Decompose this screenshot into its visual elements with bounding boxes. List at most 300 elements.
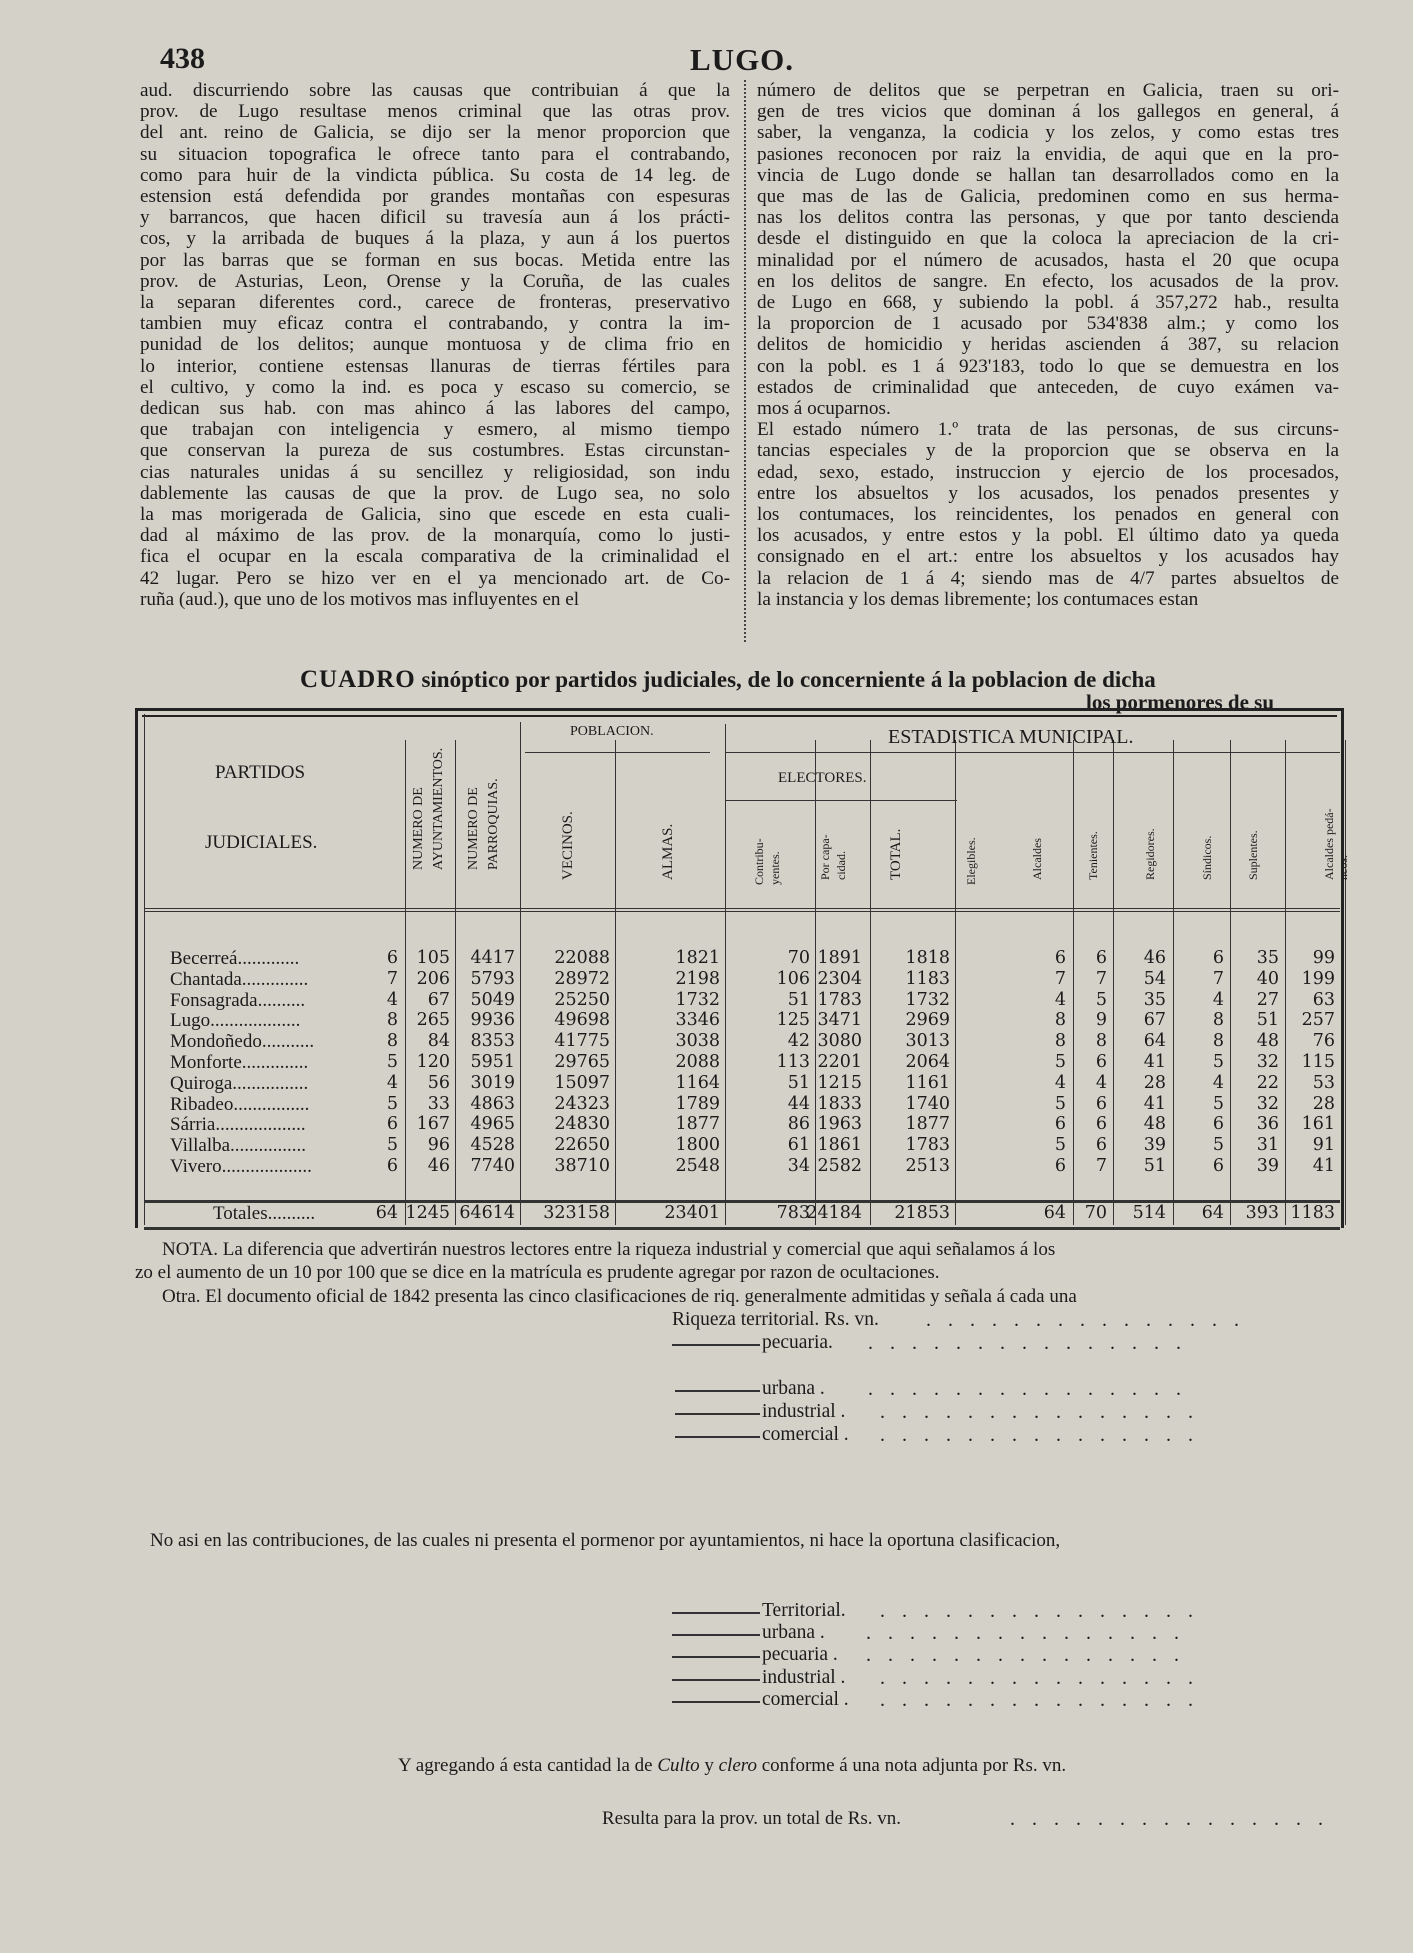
resulta-line: Resulta para la prov. un total de Rs. vn.	[602, 1808, 902, 1829]
table-title-line2: los pormenores de su	[1086, 690, 1275, 714]
row-cell: 9	[1095, 1010, 1107, 1031]
row-cell: 8353	[470, 1031, 515, 1052]
header-alcaldes: Alcaldes	[1030, 838, 1044, 880]
left-column-line: la mas morigerada de Galicia, sino que escede en esta cuali-	[140, 504, 730, 526]
row-cell: 28	[1312, 1093, 1335, 1114]
row-cell: 3080	[817, 1031, 862, 1052]
row-cell: 6	[1095, 1114, 1107, 1135]
row-cell: 6	[1054, 1114, 1066, 1135]
row-cell: 2198	[675, 968, 720, 989]
right-column-line: con la pobl. es 1 á 923'183, todo lo que se demuestra en los	[757, 355, 1339, 377]
row-cell: 4	[1212, 1072, 1224, 1093]
riqueza-label: Riqueza territorial. Rs. vn.	[672, 1309, 879, 1330]
row-cell: 4	[386, 989, 398, 1010]
row-cell: 39	[1256, 1156, 1279, 1176]
row-cell: 24323	[554, 1093, 610, 1114]
row-cell: 1800	[675, 1135, 720, 1156]
row-cell: 6	[386, 948, 398, 968]
row-name: Chantada..............	[170, 968, 309, 990]
row-cell: 33	[427, 1093, 450, 1114]
right-column-line: estados de criminalidad que anteceden, de cuyo exámen va-	[757, 376, 1339, 398]
row-cell: 3471	[817, 1010, 862, 1031]
comercial-dots: . . . . . . . . . . . . . . .	[880, 1424, 1199, 1446]
table-title-bold: CUADRO	[300, 666, 416, 693]
nota-line-2: zo el aumento de un 10 por 100 que se dice en la matrícula es prudente agregar por razon de ocultaciones.	[135, 1262, 940, 1283]
column-rule	[1345, 740, 1346, 1225]
row-name: Ribadeo................	[170, 1093, 310, 1115]
urbana2-label: urbana .	[762, 1622, 825, 1643]
row-cell: 41	[1312, 1156, 1335, 1176]
totals-cell: 24184	[806, 1203, 862, 1223]
row-name: Villalba................	[170, 1135, 307, 1157]
right-column-line: mos á ocuparnos.	[757, 398, 891, 420]
row-cell: 5	[1212, 1093, 1224, 1114]
row-cell: 257	[1301, 1010, 1335, 1031]
right-column-line: entre los absueltos y los acusados, los penados presentes y	[757, 482, 1339, 504]
totals-cell: 23401	[664, 1203, 720, 1223]
row-cell: 96	[427, 1135, 450, 1156]
row-cell: 8	[386, 1031, 398, 1052]
row-cell: 8	[1212, 1031, 1224, 1052]
row-cell: 5	[1054, 1135, 1066, 1156]
left-column-line: aud. discurriendo sobre las causas que contribuian á que la	[140, 80, 730, 101]
row-cell: 8	[1054, 1031, 1066, 1052]
right-column-line: de Lugo en 668, y subiendo la pobl. á 357,272 hab., resulta	[757, 292, 1339, 314]
header-contribuyentes: Contribu-	[752, 838, 766, 885]
agregando-text-b: conforme á una nota adjunta por Rs. vn.	[756, 1755, 1067, 1776]
header-estadistica: ESTADISTICA MUNICIPAL.	[888, 726, 1134, 748]
row-cell: 2304	[817, 968, 862, 989]
row-cell: 84	[427, 1031, 450, 1052]
left-column-line: punidad de los delitos; aunque montuosa y de clima frio en	[140, 334, 730, 356]
row-name: Becerreá.............	[170, 948, 300, 969]
left-column-line: como para huir de la vindicta pública. Su costa de 14 leg. de	[140, 164, 730, 186]
row-cell: 1783	[905, 1135, 950, 1156]
bracket-line	[672, 1612, 760, 1614]
totals-cell: 323158	[543, 1203, 610, 1223]
left-column-line: fica el ocupar en la escala comparativa de la criminalidad el	[140, 546, 730, 568]
row-cell: 3038	[675, 1031, 720, 1052]
row-name: Vivero...................	[170, 1156, 312, 1177]
row-cell: 25250	[554, 989, 610, 1010]
totals-cell: 21853	[894, 1203, 950, 1223]
row-cell: 44	[787, 1093, 810, 1114]
row-cell: 1833	[817, 1093, 862, 1114]
row-cell: 6	[1054, 1156, 1066, 1176]
row-cell: 6	[1212, 948, 1224, 968]
row-name: Sárria...................	[170, 1114, 306, 1136]
row-cell: 4863	[470, 1093, 515, 1114]
row-cell: 2548	[675, 1156, 720, 1176]
header-parroquias: NUMERO DE	[466, 787, 481, 870]
territorial2-label: Territorial.	[762, 1600, 846, 1621]
row-cell: 51	[787, 989, 810, 1010]
row-name: Lugo...................	[170, 1010, 301, 1032]
right-column-line: saber, la venganza, la codicia y los zelos, y como estas tres	[757, 122, 1339, 144]
right-column-line: gen de tres vicios que dominan á los gallegos en general, á	[757, 101, 1339, 123]
row-cell: 4965	[470, 1114, 515, 1135]
row-cell: 42	[787, 1031, 810, 1052]
totals-cell: 1245	[405, 1203, 450, 1223]
right-column-line: la instancia y los demas libremente; los contumaces estan	[757, 588, 1199, 610]
row-cell: 29765	[554, 1052, 610, 1072]
row-name: Monforte..............	[170, 1052, 309, 1073]
row-cell: 1183	[905, 968, 950, 989]
right-column-line: minalidad por el número de acusados, hasta el 20 que ocupa	[757, 249, 1339, 271]
totals-cell: 64	[1043, 1203, 1066, 1223]
row-cell: 3019	[470, 1072, 515, 1093]
totals-cell: 70	[1084, 1203, 1107, 1223]
right-column-line: número de delitos que se perpetran en Galicia, traen su ori-	[757, 80, 1339, 101]
header-regidores: Regidores.	[1143, 828, 1157, 880]
row-cell: 6	[386, 1156, 398, 1176]
row-cell: 56	[427, 1072, 450, 1093]
header-ayuntamientos: NUMERO DE	[411, 787, 426, 870]
header-elegibles: Elegibles.	[964, 837, 978, 885]
row-cell: 5	[1095, 989, 1107, 1010]
row-cell: 1740	[905, 1093, 950, 1114]
totals-cell: 64	[375, 1203, 398, 1223]
row-cell: 115	[1301, 1052, 1335, 1072]
row-cell: 4	[386, 1072, 398, 1093]
row-cell: 51	[1256, 1010, 1279, 1031]
page-number: 438	[160, 42, 205, 75]
right-column-line: tancias especiales y de la proporcion que se observa en la	[757, 440, 1339, 462]
row-cell: 2969	[905, 1010, 950, 1031]
urbana-dots: . . . . . . . . . . . . . . .	[868, 1378, 1187, 1400]
row-cell: 54	[1143, 968, 1166, 989]
row-cell: 1861	[817, 1135, 862, 1156]
header-pedaneos: Alcaldes pedá-	[1322, 808, 1336, 880]
left-column-line: lo interior, contiene estensas llanuras de tierras fértiles para	[140, 355, 730, 377]
right-column-line: en los delitos de sangre. En efecto, los acusados de la prov.	[757, 270, 1339, 292]
row-cell: 161	[1301, 1114, 1335, 1135]
column-divider	[744, 80, 748, 642]
industrial2-dots: . . . . . . . . . . . . . . .	[880, 1667, 1199, 1689]
row-cell: 91	[1312, 1135, 1335, 1156]
column-rule	[1073, 740, 1074, 1225]
row-cell: 113	[776, 1052, 810, 1072]
row-cell: 3013	[905, 1031, 950, 1052]
column-rule	[144, 714, 145, 1225]
bracket-line	[672, 1634, 760, 1636]
totals-cell: 393	[1245, 1203, 1279, 1223]
industrial-dots: . . . . . . . . . . . . . . .	[880, 1401, 1199, 1423]
pecuaria2-label: pecuaria .	[762, 1644, 838, 1665]
left-column-line: estension está defendida por grandes montañas con espesuras	[140, 186, 730, 208]
right-column-line: El estado número 1.º trata de las personas, de sus circuns-	[757, 419, 1339, 441]
row-cell: 106	[776, 968, 810, 989]
left-column-line: dad al máximo de las prov. de la monarquía, como lo justi-	[140, 525, 730, 547]
bracket-line	[672, 1701, 760, 1703]
row-cell: 41	[1143, 1093, 1166, 1114]
header-capacidad-2: cidad.	[834, 851, 848, 880]
right-column-line: delitos de homicidio y heridas ascienden á 387, su relacion	[757, 334, 1339, 356]
row-cell: 40	[1256, 968, 1279, 989]
row-cell: 22088	[554, 948, 610, 968]
territorial2-dots: . . . . . . . . . . . . . . .	[880, 1600, 1199, 1622]
row-cell: 76	[1312, 1031, 1335, 1052]
header-total: TOTAL.	[888, 828, 904, 880]
header-rule	[144, 911, 1340, 912]
row-cell: 1818	[905, 948, 950, 968]
row-cell: 86	[787, 1114, 810, 1135]
page-title: LUGO.	[690, 42, 795, 77]
row-cell: 1215	[817, 1072, 862, 1093]
right-column-line: desde el distinguido en que la coloca la apreciacion de la cri-	[757, 228, 1339, 250]
row-cell: 5	[386, 1052, 398, 1072]
left-column-line: la separan diferentes cord., carece de fronteras, preservativo	[140, 292, 730, 314]
row-cell: 51	[1143, 1156, 1166, 1176]
row-cell: 35	[1143, 989, 1166, 1010]
header-ayuntamientos-2: AYUNTAMIENTOS.	[431, 747, 446, 870]
comercial-label: comercial .	[762, 1424, 849, 1445]
row-cell: 3346	[675, 1010, 720, 1031]
totals-name: Totales..........	[213, 1203, 316, 1224]
row-cell: 15097	[554, 1072, 610, 1093]
left-column-line: cos, y la arribada de buques á la plaza, y aun á los puertos	[140, 228, 730, 250]
left-column-line: el cultivo, y como la ind. es poca y escaso su comercio, se	[140, 376, 730, 398]
row-cell: 51	[787, 1072, 810, 1093]
row-cell: 7	[1212, 968, 1224, 989]
row-cell: 5793	[470, 968, 515, 989]
left-column-line: prov. de Lugo resultase menos criminal que las otras prov.	[140, 101, 730, 123]
pecuaria-label: pecuaria.	[762, 1332, 833, 1353]
table-bottom-rule	[144, 1227, 1340, 1230]
otra-line: Otra. El documento oficial de 1842 presenta las cinco clasificaciones de riq. generalmente admitidas y señala á cada una	[162, 1286, 1077, 1307]
header-tenientes: Tenientes.	[1086, 831, 1100, 880]
totals-cell: 514	[1132, 1203, 1166, 1223]
header-vecinos: VECINOS.	[560, 811, 576, 880]
row-cell: 28972	[554, 968, 610, 989]
row-cell: 1877	[675, 1114, 720, 1135]
header-capacidad: Por capa-	[818, 834, 832, 880]
riqueza-dots: . . . . . . . . . . . . . . .	[926, 1309, 1245, 1331]
row-cell: 5951	[470, 1052, 515, 1072]
row-cell: 9936	[470, 1010, 515, 1031]
pecuaria-dots: . . . . . . . . . . . . . . .	[868, 1332, 1187, 1354]
row-cell: 265	[416, 1010, 450, 1031]
right-column-line: nas los delitos contra las personas, y que por tanto descienda	[757, 207, 1339, 229]
header-electores: ELECTORES.	[778, 770, 867, 786]
row-cell: 67	[427, 989, 450, 1010]
header-pedaneos-2: neos.	[1336, 855, 1350, 880]
row-name: Mondoñedo...........	[170, 1031, 315, 1053]
row-cell: 7	[1095, 1156, 1107, 1176]
left-column-line: y barrancos, que hacen dificil su travesía aun á los prácti-	[140, 207, 730, 229]
bracket-line	[675, 1436, 760, 1438]
row-cell: 99	[1312, 948, 1335, 968]
row-cell: 31	[1256, 1135, 1279, 1156]
agregando-clero: clero	[718, 1755, 757, 1776]
column-rule	[520, 722, 521, 1225]
right-column-line: pasiones reconocen por raiz la envidia, de aqui que en la pro-	[757, 143, 1339, 165]
row-cell: 2582	[817, 1156, 862, 1176]
row-cell: 5	[1212, 1052, 1224, 1072]
row-cell: 1789	[675, 1093, 720, 1114]
row-name: Fonsagrada..........	[170, 989, 306, 1011]
row-cell: 4	[1095, 1072, 1107, 1093]
row-cell: 6	[386, 1114, 398, 1135]
header-judiciales: JUDICIALES.	[205, 832, 318, 853]
row-cell: 4	[1212, 989, 1224, 1010]
left-column-line: dablemente las causas de que la prov. de Lugo sea, no solo	[140, 482, 730, 504]
right-column-line: la proporcion de 1 acusado por 534'838 alm.; y como los	[757, 313, 1339, 335]
row-cell: 24830	[554, 1114, 610, 1135]
bracket-line	[672, 1656, 760, 1658]
row-cell: 5	[386, 1135, 398, 1156]
comercial2-label: comercial .	[762, 1689, 849, 1710]
header-rule	[144, 908, 1340, 909]
row-cell: 125	[776, 1010, 810, 1031]
column-rule	[955, 740, 956, 1225]
bracket-line	[672, 1679, 760, 1681]
row-cell: 206	[416, 968, 450, 989]
row-cell: 64	[1143, 1031, 1166, 1052]
row-cell: 6	[1054, 948, 1066, 968]
comercial2-dots: . . . . . . . . . . . . . . .	[880, 1689, 1199, 1711]
left-column-line: su situacion topografica le ofrece tanto para el contrabando,	[140, 143, 730, 165]
row-cell: 41	[1143, 1052, 1166, 1072]
row-cell: 120	[416, 1052, 450, 1072]
row-cell: 4528	[470, 1135, 515, 1156]
row-cell: 41775	[554, 1031, 610, 1052]
row-cell: 70	[787, 948, 810, 968]
left-column-line: prov. de Asturias, Leon, Orense y la Coruña, de las cuales	[140, 270, 730, 292]
right-column-line: edad, sexo, estado, instruccion y ejercio de los procesados,	[757, 461, 1339, 483]
row-cell: 8	[1054, 1010, 1066, 1031]
left-column-line: que conservan la pureza de sus costumbres. Estas circunstan-	[140, 440, 730, 462]
row-cell: 199	[1301, 968, 1335, 989]
bracket-line	[675, 1390, 760, 1392]
totals-cell: 64614	[459, 1203, 515, 1223]
header-suplentes: Suplentes.	[1246, 830, 1260, 880]
row-cell: 46	[427, 1156, 450, 1176]
row-cell: 6	[1212, 1156, 1224, 1176]
row-cell: 36	[1256, 1114, 1279, 1135]
totals-cell: 783	[776, 1203, 810, 1223]
header-parroquias-2: PARROQUIAS.	[486, 778, 501, 870]
row-cell: 1877	[905, 1114, 950, 1135]
row-cell: 1164	[675, 1072, 720, 1093]
header-almas: ALMAS.	[660, 823, 676, 880]
urbana-label: urbana .	[762, 1378, 825, 1399]
row-cell: 49698	[554, 1010, 610, 1031]
row-cell: 4417	[470, 948, 515, 968]
right-column-line: que mas de las de Galicia, predominen como en sus herma-	[757, 186, 1339, 208]
right-column-line: los acusados, y entre estos y la pobl. El último dato ya queda	[757, 525, 1339, 547]
row-cell: 1821	[675, 948, 720, 968]
row-cell: 63	[1312, 989, 1335, 1010]
row-cell: 1732	[675, 989, 720, 1010]
left-column-line: cias naturales unidas á su sencillez y religiosidad, son indu	[140, 461, 730, 483]
row-cell: 1963	[817, 1114, 862, 1135]
header-rule	[525, 752, 710, 753]
row-cell: 48	[1143, 1114, 1166, 1135]
totals-cell: 64	[1201, 1203, 1224, 1223]
row-cell: 35	[1256, 948, 1279, 968]
nota-line: NOTA. La diferencia que advertirán nuestros lectores entre la riqueza industrial y comercial que aqui señalamos á los	[162, 1239, 1056, 1260]
header-partidos: PARTIDOS	[215, 762, 306, 783]
column-rule	[870, 740, 871, 1225]
row-cell: 7	[1054, 968, 1066, 989]
row-cell: 38710	[554, 1156, 610, 1176]
right-text-column	[757, 80, 1339, 610]
row-name: Quiroga................	[170, 1072, 309, 1094]
row-cell: 7740	[470, 1156, 515, 1176]
left-column-line: dedican sus hab. con mas ahinco á las labores del campo,	[140, 398, 730, 420]
row-cell: 61	[787, 1135, 810, 1156]
row-cell: 1783	[817, 989, 862, 1010]
row-cell: 4	[1054, 989, 1066, 1010]
column-rule	[615, 740, 616, 1225]
header-rule	[725, 800, 957, 801]
table-title-rest: sinóptico por partidos judiciales, de lo concerniente á la poblacion de dicha	[415, 667, 1156, 692]
column-rule	[815, 740, 816, 1225]
left-column-line: tambien muy eficaz contra el contrabando, y contra la im-	[140, 313, 730, 335]
row-cell: 39	[1143, 1135, 1166, 1156]
row-cell: 53	[1312, 1072, 1335, 1093]
right-column-line: la relacion de 1 á 4; siendo mas de 4/7 partes absueltos de	[757, 567, 1339, 589]
pecuaria2-dots: . . . . . . . . . . . . . . .	[866, 1644, 1185, 1666]
row-cell: 105	[416, 948, 450, 968]
bracket-line	[675, 1413, 760, 1415]
row-cell: 6	[1212, 1114, 1224, 1135]
row-cell: 22650	[554, 1135, 610, 1156]
column-rule	[1113, 740, 1114, 1225]
row-cell: 2201	[817, 1052, 862, 1072]
row-cell: 1732	[905, 989, 950, 1010]
row-cell: 22	[1256, 1072, 1279, 1093]
left-column-line: 42 lugar. Pero se hizo ver en el ya mencionado art. de Co-	[140, 567, 730, 589]
column-rule	[1285, 740, 1286, 1225]
header-contribuyentes-2: yentes.	[768, 851, 782, 885]
agregando-text-a: Y agregando á esta cantidad la de	[398, 1755, 658, 1776]
header-rule	[725, 752, 1340, 753]
agregando-culto: Culto	[657, 1755, 700, 1776]
resulta-dots: . . . . . . . . . . . . . . .	[1010, 1808, 1329, 1830]
header-poblacion: POBLACION.	[570, 724, 654, 739]
row-cell: 1891	[817, 948, 862, 968]
row-cell: 4	[1054, 1072, 1066, 1093]
row-cell: 5	[386, 1093, 398, 1114]
row-cell: 34	[787, 1156, 810, 1176]
row-cell: 7	[1095, 968, 1107, 989]
agregando-text-y: y	[699, 1755, 719, 1776]
urbana2-dots: . . . . . . . . . . . . . . .	[866, 1622, 1185, 1644]
row-cell: 48	[1256, 1031, 1279, 1052]
left-column-line: del ant. reino de Galicia, se dijo ser la menor proporcion que	[140, 122, 730, 144]
no-asi-line: No asi en las contribuciones, de las cuales ni presenta el pormenor por ayuntamientos, ni hace la oportuna clasificacion,	[150, 1530, 1061, 1551]
row-cell: 5049	[470, 989, 515, 1010]
row-cell: 46	[1143, 948, 1166, 968]
totals-cell: 1183	[1290, 1203, 1335, 1223]
row-cell: 32	[1256, 1093, 1279, 1114]
header-sindicos: Síndicos.	[1200, 835, 1214, 880]
left-text-column	[140, 80, 730, 610]
left-column-line: ruña (aud.), que uno de los motivos mas influyentes en el	[140, 588, 580, 610]
column-rule	[1173, 740, 1174, 1225]
left-column-line: por las barras que se forman en sus bocas. Metida entre las	[140, 249, 730, 271]
row-cell: 6	[1095, 1052, 1107, 1072]
row-cell: 5	[1054, 1093, 1066, 1114]
row-cell: 2064	[905, 1052, 950, 1072]
row-cell: 28	[1143, 1072, 1166, 1093]
row-cell: 8	[386, 1010, 398, 1031]
row-cell: 27	[1256, 989, 1279, 1010]
agregando-line	[398, 1755, 1066, 1777]
row-cell: 8	[1095, 1031, 1107, 1052]
